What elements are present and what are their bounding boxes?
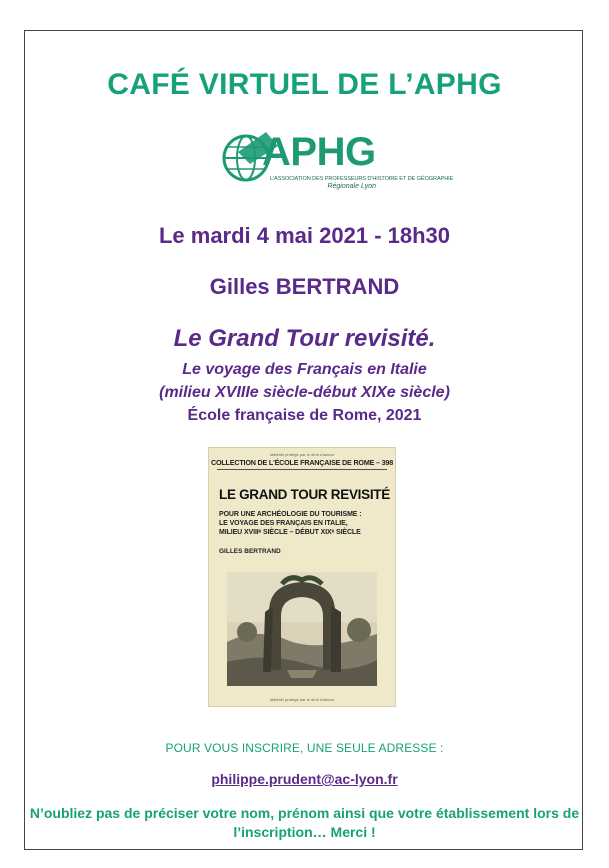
cover-subtitle-1: POUR UNE ARCHÉOLOGIE DU TOURISME : bbox=[219, 511, 362, 518]
ruined-arch-engraving bbox=[227, 572, 377, 686]
registration-email-link[interactable] bbox=[0, 771, 609, 787]
book-title: Le Grand Tour revisité. bbox=[173, 325, 436, 352]
speaker-name: Gilles BERTRAND bbox=[209, 274, 400, 299]
logo-association-text: L'ASSOCIATION DES PROFESSEURS D'HISTOIRE ET DE GÉOGRAPHIE bbox=[270, 176, 454, 182]
book-subtitle-line1: Le voyage des Français en Italie bbox=[182, 361, 427, 378]
cover-subtitle-2: LE VOYAGE DES FRANÇAIS EN ITALIE, bbox=[219, 520, 348, 527]
cover-title: LE GRAND TOUR REVISITÉ bbox=[219, 487, 390, 502]
cover-copyright-note-bottom: Matériel protégé par le droit d'auteur bbox=[269, 697, 335, 702]
book-cover bbox=[209, 448, 395, 706]
aphg-logo bbox=[220, 128, 454, 190]
logo-wordmark: APHG bbox=[262, 130, 376, 174]
email-text[interactable]: philippe.prudent@ac-lyon.fr bbox=[211, 771, 398, 787]
event-heading: CAFÉ VIRTUEL DE L’APHG bbox=[107, 68, 502, 101]
logo-region-text: Régionale Lyon bbox=[327, 183, 376, 190]
book-subtitle-line2: (milieu XVIIIe siècle-début XIXe siècle) bbox=[159, 384, 450, 401]
registration-note-line1: N’oubliez pas de préciser votre nom, prénom ainsi que votre établissement lors de bbox=[29, 805, 580, 821]
event-date: Le mardi 4 mai 2021 - 18h30 bbox=[158, 223, 451, 248]
registration-instruction: POUR VOUS INSCRIRE, UNE SEULE ADRESSE : bbox=[165, 741, 444, 755]
cover-divider bbox=[217, 469, 387, 470]
cover-collection: COLLECTION DE L'ÉCOLE FRANÇAISE DE ROME – 398 bbox=[210, 458, 393, 467]
cover-copyright-note: Matériel protégé par le droit d'auteur bbox=[269, 452, 335, 457]
cover-subtitle-3: MILIEU XVIIIᵉ SIÈCLE – DÉBUT XIXᵉ SIÈCLE bbox=[219, 529, 361, 536]
registration-note-line2: l’inscription… Merci ! bbox=[233, 824, 376, 840]
cover-author: GILLES BERTRAND bbox=[219, 548, 281, 555]
publisher-line: École française de Rome, 2021 bbox=[187, 407, 422, 424]
